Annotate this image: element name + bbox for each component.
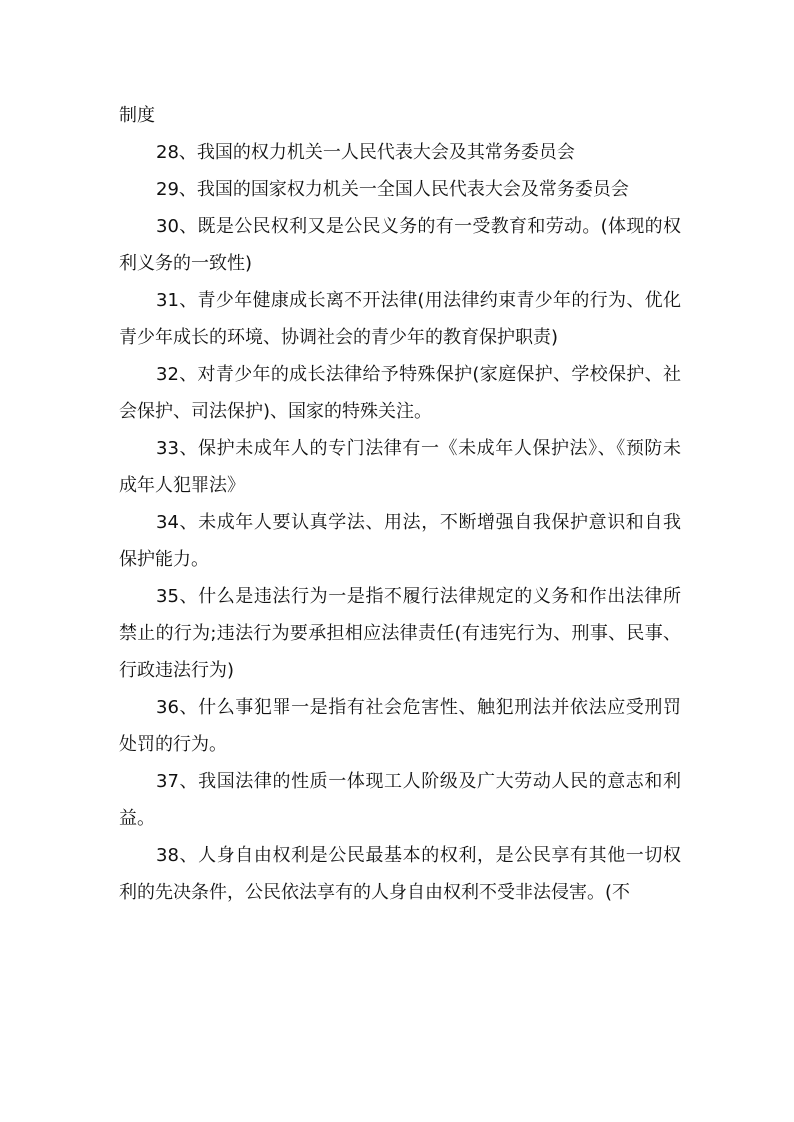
paragraph-35: 35、什么是违法行为一是指不履行法律规定的义务和作出法律所禁止的行为;违法行为要承担相应法律责任(有违宪行为、刑事、民事、行政违法行为) [119, 586, 681, 681]
paragraph-28: 28、我国的权力机关一人民代表大会及其常务委员会 [156, 142, 575, 163]
paragraph-34: 34、未成年人要认真学法、用法，不断增强自我保护意识和自我保护能力。 [119, 512, 681, 570]
paragraph-32: 32、对青少年的成长法律给予特殊保护(家庭保护、学校保护、社会保护、司法保护)、国家的特殊关注。 [119, 364, 681, 422]
paragraph-37: 37、我国法律的性质一体现工人阶级及广大劳动人民的意志和利益。 [119, 771, 681, 829]
paragraph-29: 29、我国的国家权力机关一全国人民代表大会及常务委员会 [156, 179, 629, 200]
paragraph-31: 31、青少年健康成长离不开法律(用法律约束青少年的行为、优化青少年成长的环境、协调社会的青少年的教育保护职责) [119, 290, 681, 348]
paragraph-33: 33、保护未成年人的专门法律有一《未成年人保护法》、《预防未成年人犯罪法》 [119, 438, 681, 496]
paragraph-36: 36、什么事犯罪一是指有社会危害性、触犯刑法并依法应受刑罚处罚的行为。 [119, 697, 681, 755]
paragraph-continuation: 制度 [119, 105, 155, 126]
document-body [119, 97, 681, 911]
paragraph-30: 30、既是公民权利又是公民义务的有一受教育和劳动。(体现的权利义务的一致性) [119, 216, 681, 274]
paragraph-38: 38、人身自由权利是公民最基本的权利，是公民享有其他一切权利的先决条件，公民依法享有的人身自由权利不受非法侵害。(不 [119, 845, 681, 903]
